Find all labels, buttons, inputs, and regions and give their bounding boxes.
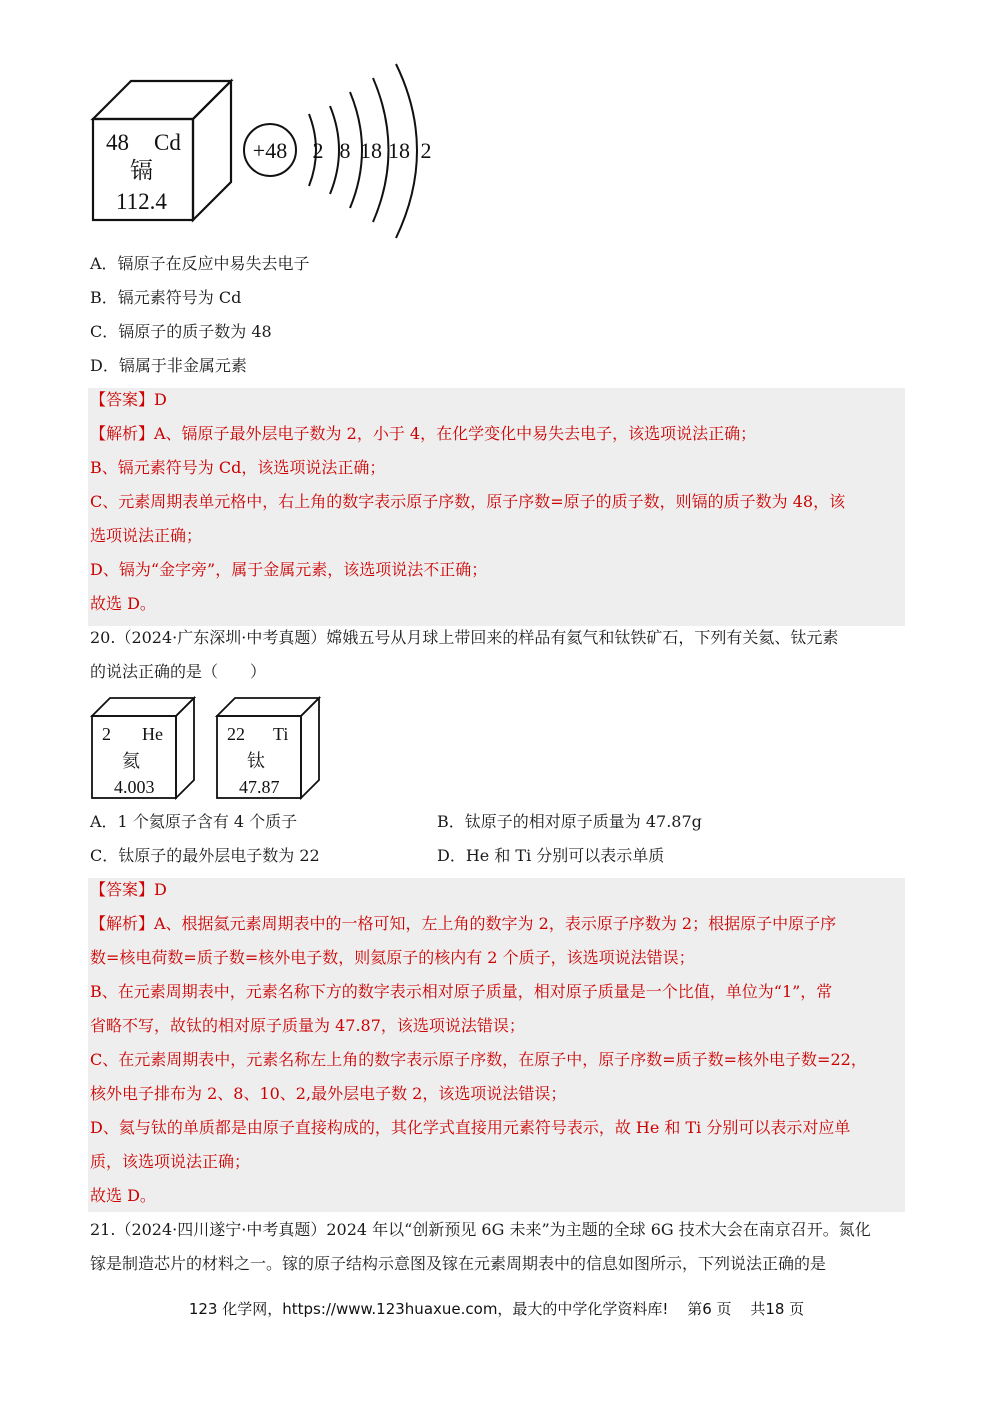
- ti-symbol: Ti: [273, 724, 289, 744]
- q19-option-a: A．镉原子在反应中易失去电子: [90, 254, 310, 273]
- cd-mass: 112.4: [116, 189, 167, 214]
- q19-analysis-line: 故选 D。: [90, 594, 156, 613]
- q20-analysis-line: 数=核电荷数=质子数=核外电子数，则氦原子的核内有 2 个质子，该选项说法错误；: [90, 948, 695, 967]
- cd-shell-4: 18: [388, 138, 410, 163]
- q20-analysis-line: C、在元素周期表中，元素名称左上角的数字表示原子序数，在原子中，原子序数=质子数=核外电子数=22，: [90, 1050, 867, 1069]
- ti-mass: 47.87: [239, 777, 280, 797]
- q19-option-b: B．镉元素符号为 Cd: [90, 288, 242, 307]
- q20-option-c: C．钛原子的最外层电子数为 22: [90, 846, 320, 865]
- cd-shell-2: 8: [339, 138, 351, 163]
- q19-answer: 【答案】D: [90, 390, 167, 409]
- q20-option-d: D．He 和 Ti 分别可以表示单质: [437, 846, 665, 865]
- q20-analysis-line: 质，该选项说法正确；: [90, 1152, 251, 1171]
- q20-analysis-line: 核外电子排布为 2、8、10、2,最外层电子数 2，该选项说法错误；: [90, 1084, 567, 1103]
- ti-atomic-number: 22: [227, 724, 245, 744]
- q20-stem-line: 的说法正确的是（ ）: [90, 662, 267, 681]
- q19-analysis-line: 选项说法正确；: [90, 526, 203, 545]
- cd-nucleus-charge: +48: [252, 138, 288, 163]
- page-footer: [0, 1299, 993, 1319]
- q19-analysis-line: 【解析】A、镉原子最外层电子数为 2，小于 4，在化学变化中易失去电子，该选项说法正确；: [90, 424, 757, 443]
- cd-atomic-number: 48: [106, 130, 129, 155]
- q20-analysis-line: 省略不写，故钛的相对原子质量为 47.87，该选项说法错误；: [90, 1016, 525, 1035]
- q20-option-a: A．1 个氦原子含有 4 个质子: [90, 812, 298, 831]
- q20-answer: 【答案】D: [90, 880, 167, 899]
- he-mass: 4.003: [114, 777, 155, 797]
- footer-site: 123 化学网，https://www.123huaxue.com，最大的中学化学资料库!: [188, 1300, 669, 1318]
- q19-option-c: C．镉原子的质子数为 48: [90, 322, 272, 341]
- q20-analysis-line: B、在元素周期表中，元素名称下方的数字表示相对原子质量，相对原子质量是一个比值，单位为“1”，常: [90, 982, 833, 1001]
- cd-shell-3: 18: [360, 138, 382, 163]
- footer-page-number: 第6 页: [687, 1300, 732, 1318]
- q20-analysis-line: D、氦与钛的单质都是由原子直接构成的，其化学式直接用元素符号表示，故 He 和 Ti 分别可以表示对应单: [90, 1118, 851, 1137]
- cd-shell-5: 2: [420, 138, 432, 163]
- q20-analysis-line: 【解析】A、根据氦元素周期表中的一格可知，左上角的数字为 2，表示原子序数为 2；根据原子中原子序: [90, 914, 837, 933]
- cd-symbol: Cd: [154, 130, 181, 155]
- helium-element-figure: [90, 694, 210, 804]
- q20-stem-line: 20.（2024·广东深圳·中考真题）嫦娥五号从月球上带回来的样品有氦气和钛铁矿石，下列有关氦、钛元素: [90, 628, 839, 647]
- q19-analysis-line: B、镉元素符号为 Cd，该选项说法正确；: [90, 458, 386, 477]
- cd-name: 镉: [130, 158, 153, 183]
- q19-option-d: D．镉属于非金属元素: [90, 356, 247, 375]
- q21-stem-line: 镓是制造芯片的材料之一。镓的原子结构示意图及镓在元素周期表中的信息如图所示，下列说法正确的是: [90, 1254, 827, 1273]
- he-symbol: He: [142, 724, 163, 744]
- q20-analysis-line: 故选 D。: [90, 1186, 156, 1205]
- q19-analysis-line: C、元素周期表单元格中，右上角的数字表示原子序数，原子序数=原子的质子数，则镉的质子数为 48，该: [90, 492, 846, 511]
- q21-stem-line: 21.（2024·四川遂宁·中考真题）2024 年以“创新预见 6G 未来”为主题的全球 6G 技术大会在南京召开。氮化: [90, 1220, 871, 1239]
- cadmium-element-figure: [88, 62, 448, 242]
- footer-total-pages: 共18 页: [750, 1300, 805, 1318]
- cd-shell-1: 2: [312, 138, 324, 163]
- ti-name: 钛: [247, 751, 265, 771]
- titanium-element-figure: [215, 694, 335, 804]
- he-name: 氦: [122, 751, 140, 771]
- he-atomic-number: 2: [102, 724, 111, 744]
- q19-analysis-line: D、镉为“金字旁”，属于金属元素，该选项说法不正确；: [90, 560, 488, 579]
- q20-option-b: B．钛原子的相对原子质量为 47.87g: [437, 812, 702, 831]
